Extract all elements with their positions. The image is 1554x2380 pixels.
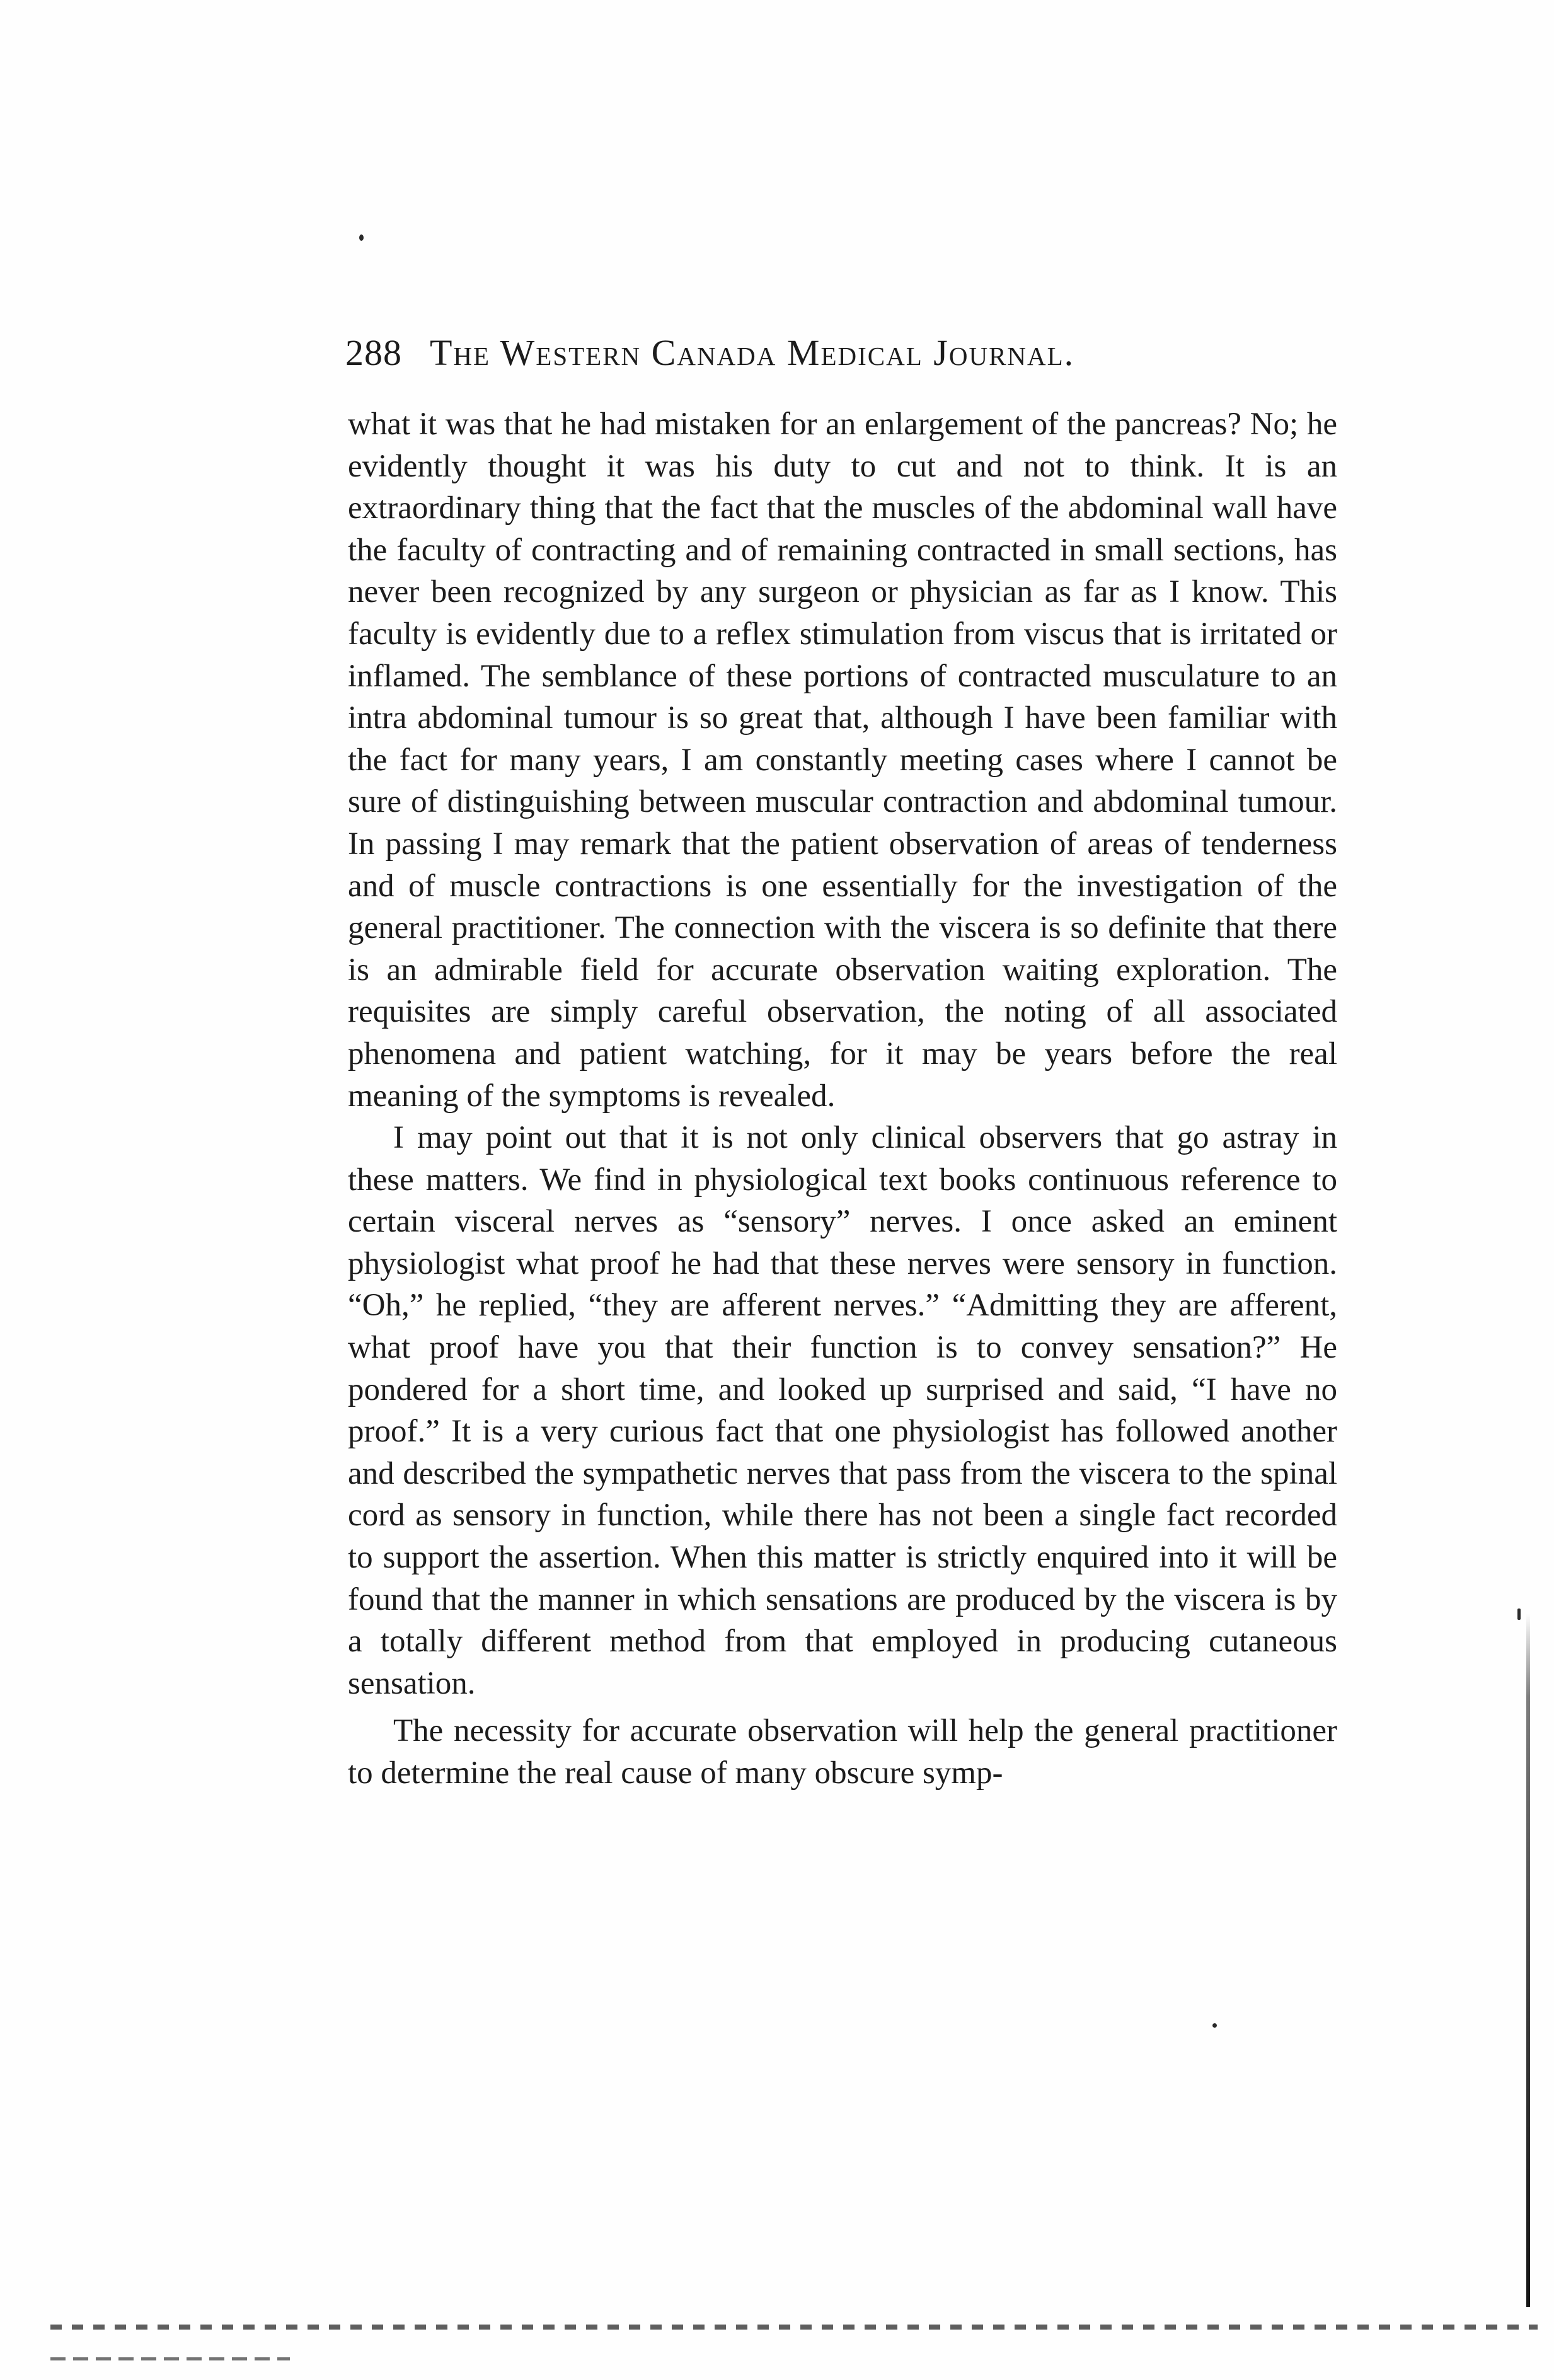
paragraph-physiology: I may point out that it is not only clinical observers that go astray in these matters. We find in physiological text books continuous reference to certain visceral nerves as “sensory” nerves. I once asked an eminent physiologist what proof he had that these nerves were sensory in function. “Oh,” he replied, “they are afferent nerves.” “Admitting they are afferent, what proof have you that their function is to convey sensation?” He pondered for a short time, and looked up surprised and said, “I have no proof.” It is a very curious fact that one physiologist has followed another and described the sympathetic nerves that pass from the viscera to the spinal cord as sensory in function, while there has not been a single fact recorded to support the assertion. When this matter is strictly enquired into it will be found that the manner in which sensations are produced by the viscera is by a totally different method from that employed in producing cutaneous sensation. (348, 1120, 1337, 1701)
scan-bottom-artifact (50, 2325, 1538, 2330)
scan-speck (1212, 2023, 1217, 2028)
article-body (348, 403, 1337, 1794)
paragraph-continued: what it was that he had mistaken for an enlargement of the pancreas? No; he evidently thought it was his duty to cut and not to think. It is an extraordinary thing that the fact that the muscles of the abdominal wall have the faculty of contracting and of remaining contracted in small sections, has never been recognized by any surgeon or physician as far as I know. This faculty is evidently due to a reflex stimulation from viscus that is irritated or inflamed. The semblance of these portions of contracted musculature to an intra abdominal tumour is so great that, although I have been familiar with the fact for many years, I am constantly meeting cases where I cannot be sure of distinguishing between muscular contraction and abdominal tumour. In passing I may remark that the patient observation of areas of tenderness and of muscle contractions is one essentially for the investigation of the general practitioner. The connection with the viscera is so definite that there is an admirable field for accurate observation waiting exploration. The requisites are simply careful observation, the noting of all associated phenomena and patient watching, for it may be years before the real meaning of the symptoms is revealed. (348, 407, 1337, 1114)
paragraph-observation: The necessity for accurate observation will help the general practitioner to determine the real cause of many obscure symp- (348, 1713, 1337, 1791)
scan-speck (359, 234, 364, 241)
scan-speck (1517, 1609, 1521, 1620)
scan-edge-shadow (1526, 1614, 1530, 2307)
scan-bottom-artifact (50, 2357, 290, 2360)
running-head (345, 328, 1228, 378)
journal-title: The Western Canada Medical Journal. (430, 332, 1075, 373)
page-number: 288 (345, 332, 402, 373)
